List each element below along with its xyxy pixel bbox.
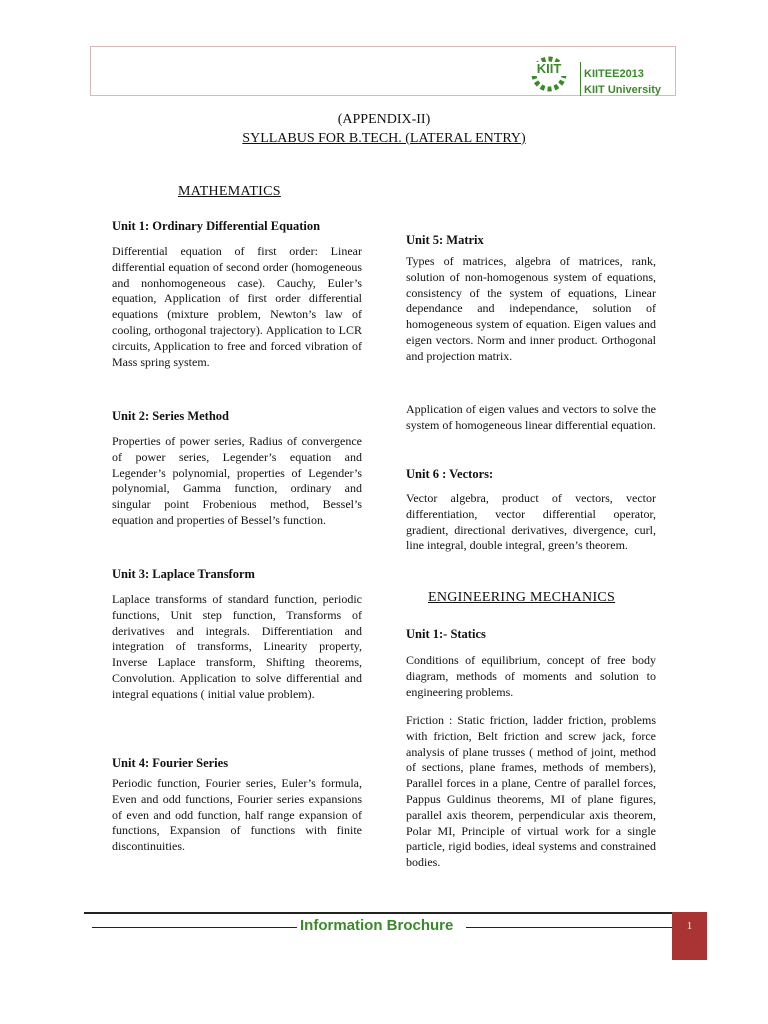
- math-unit3-title: Unit 3: Laplace Transform: [112, 567, 255, 581]
- math-unit5-text: Types of matrices, algebra of matrices, rank, solution of non-homogenous system of equations, consistency of the system of equations, Linear dependance and independance, solution of homogeneous system of equation. Eigen values and eigen vectors. Norm and inner product. Orthogonal and projection matrix.: [406, 254, 656, 363]
- math-unit5-title: Unit 5: Matrix: [406, 233, 484, 247]
- page-number: 1: [672, 912, 707, 960]
- syllabus-title: SYLLABUS FOR B.TECH. (LATERAL ENTRY): [242, 131, 526, 146]
- math-unit5-text2: Application of eigen values and vectors to solve the system of homogeneous linear differential equation.: [406, 402, 656, 432]
- logo-text-mark: KIIT: [536, 61, 562, 76]
- mech-unit1-text: Conditions of equilibrium, concept of free body diagram, methods of moments and solution to engineering problems.: [406, 653, 656, 699]
- mathematics-heading: MATHEMATICS: [178, 184, 281, 199]
- mech-unit1-title: Unit 1:- Statics: [406, 627, 486, 641]
- footer-rule-top: [84, 912, 672, 914]
- header-university: KIIT University: [584, 84, 662, 96]
- header-event: KIITEE2013: [584, 68, 644, 80]
- math-unit1-title: Unit 1: Ordinary Differential Equation: [112, 219, 321, 233]
- header-brand: [584, 66, 661, 98]
- math-unit1-text: Differential equation of first order: Linear differential equation of second order (homogeneous and nonhomogeneous case). Cauchy, Euler’s equation, Application of first order differential equations (mixture problem, Newton’s law of cooling, orthogonal trajectory). Application to LCR circuits, Application to free and forced vibration of Mass spring system.: [112, 244, 362, 369]
- footer-title: Information Brochure: [300, 917, 454, 934]
- logo-divider: [580, 62, 581, 96]
- math-unit4-text: Periodic function, Fourier series, Euler’s formula, Even and odd functions, Fourier series expansions of even and odd function, half range expansion of functions, Expansion of functions with finite discontinuities.: [112, 776, 362, 854]
- math-unit2-text: Properties of power series, Radius of convergence of power series, Legender’s equation and Legender’s polynomial, properties of Legender’s polynomial, Gamma function, ordinary and singular point Frobenious method, Bessel’s equation and properties of Bessel’s function.: [112, 434, 362, 527]
- footer-rule-right: [466, 927, 672, 928]
- math-unit6-title: Unit 6 : Vectors:: [406, 467, 494, 481]
- mech-unit1-text2: Friction : Static friction, ladder friction, problems with friction, Belt friction and screw jack, force analysis of plane trusses ( method of joint, method of sections, plane frames, methods of members), Parallel forces in a plane, Centre of parallel forces, Pappus Guldinus theorems, MI of plane figures, parallel axis theorem, perpendicular axis theorem, Polar MI, Principle of virtual work for a single particle, rigid bodies, ideal systems and constrained bodies.: [406, 713, 656, 870]
- kiit-logo-icon: [520, 52, 578, 92]
- appendix-title: (APPENDIX-II): [337, 112, 431, 127]
- math-unit3-text: Laplace transforms of standard function, periodic functions, Unit step function, Transforms of derivatives and integrals. Differentiation and integration of transforms, Linearity property, Inverse Laplace transform, Shifting theorems, Convolution. Application to solve differential and integral equations ( initial value problem).: [112, 592, 362, 701]
- footer-rule-left: [92, 927, 297, 928]
- math-unit2-title: Unit 2: Series Method: [112, 409, 229, 423]
- math-unit6-text: Vector algebra, product of vectors, vector differentiation, vector differential operator, gradient, directional derivatives, divergence, curl, line integral, double integral, green’s theorem.: [406, 491, 656, 553]
- engineering-mechanics-heading: ENGINEERING MECHANICS: [428, 590, 616, 605]
- math-unit4-title: Unit 4: Fourier Series: [112, 756, 229, 770]
